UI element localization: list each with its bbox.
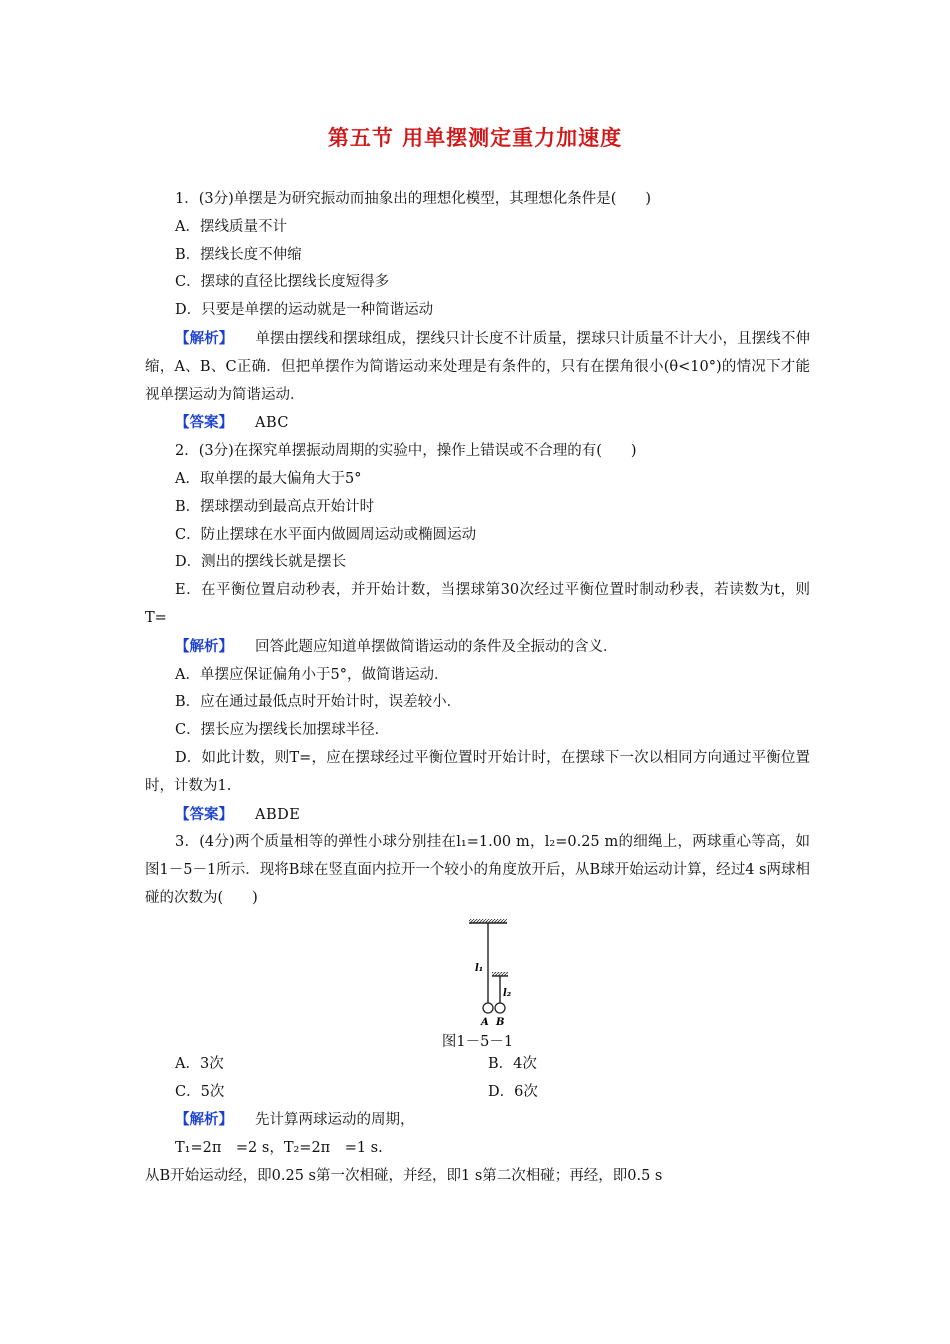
q2-explanation-b: B．应在通过最低点时开始计时，误差较小． [175, 694, 462, 711]
q2-analysis [145, 633, 810, 662]
answer-tag: 【答案】 [175, 414, 233, 432]
q2-option-b: B．摆球摆动到最高点开始计时 [175, 498, 375, 515]
q1-analysis [145, 325, 810, 409]
q1-option-c: C．摆球的直径比摆线长度短得多 [175, 274, 390, 291]
q2-answer [145, 801, 810, 830]
label-a: A [481, 1016, 489, 1028]
analysis-tag: 【解析】 [175, 1111, 233, 1129]
ball-b [495, 1003, 505, 1013]
q2-answer-text: ABDE [255, 806, 301, 823]
label-l2: l₂ [503, 987, 512, 999]
q3-option-a: A．3次 [175, 1055, 224, 1072]
q1-answer-text: ABC [255, 415, 289, 432]
q3-analysis-text: 先计算两球运动的周期， [255, 1112, 415, 1129]
q3-options-row-2 [145, 1079, 810, 1107]
q3-option-d: D．6次 [488, 1083, 538, 1100]
label-l1: l₁ [475, 962, 484, 974]
analysis-tag: 【解析】 [175, 329, 234, 347]
q2-stem: 2．(3分)在探究单摆振动周期的实验中，操作上错误或不合理的有( ) [175, 443, 637, 460]
q3-formula: T₁=2π =2 s，T₂=2π =1 s. [175, 1140, 383, 1157]
q2-explanation-c: C．摆长应为摆线长加摆球半径． [175, 722, 390, 739]
q1-option-a: A．摆线质量不计 [175, 218, 287, 235]
q2-analysis-text: 回答此题应知道单摆做简谐运动的条件及全振动的含义． [255, 638, 618, 655]
analysis-tag: 【解析】 [175, 637, 233, 655]
q3-continuation: 从B开始运动经，即0.25 s第一次相碰，并经，即1 s第二次相碰；再经，即0.5 s [145, 1167, 663, 1184]
answer-tag: 【答案】 [175, 805, 233, 823]
q3-option-b: B．4次 [488, 1055, 537, 1072]
q2-explanation-d: D．如此计数，则T=，应在摆球经过平衡位置时开始计时，在摆球下一次以相同方向通过平衡位置时，计数为1. [145, 749, 810, 794]
figure-caption: 图1－5－1 [441, 1033, 514, 1050]
q2-option-d: D．测出的摆线长就是摆长 [175, 554, 347, 571]
pendulum-figure [145, 913, 810, 1051]
ball-a [483, 1003, 493, 1013]
q1-option-d: D．只要是单摆的运动就是一种简谐运动 [175, 302, 434, 319]
q1-analysis-text: 单摆由摆线和摆球组成，摆线只计长度不计质量，摆球只计质量不计大小，且摆线不伸缩，A、B、C正确．但把单摆作为简谐运动来处理是有条件的，只有在摆角很小(θ<10°)的情况下才能视单摆运动为简谐运动． [145, 330, 810, 403]
q1-answer [145, 409, 810, 438]
document-body [145, 186, 810, 1191]
q3-analysis [145, 1106, 810, 1135]
q2-option-c: C．防止摆球在水平面内做圆周运动或椭圆运动 [175, 526, 477, 543]
q2-option-e: E．在平衡位置启动秒表，并开始计数，当摆球第30次经过平衡位置时制动秒表，若读数为t，则T= [145, 582, 810, 626]
q3-stem: 3．(4分)两个质量相等的弹性小球分别挂在l₁=1.00 m，l₂=0.25 m的细绳上，两球重心等高，如图1－5－1所示．现将B球在竖直面内拉开一个较小的角度放开后，从B球开始运动计算，经过4 s两球相碰的次数为( ) [145, 834, 810, 906]
page-title: 第五节 用单摆测定重力加速度 [327, 125, 623, 150]
label-b: B [496, 1016, 505, 1028]
q2-explanation-a: A．单摆应保证偏角小于5°，做简谐运动． [175, 666, 449, 683]
q1-option-b: B．摆线长度不伸缩 [175, 246, 302, 263]
q2-option-a: A．取单摆的最大偏角大于5° [175, 470, 362, 487]
pendulum-diagram [461, 917, 521, 1029]
q1-stem: 1．(3分)单摆是为研究振动而抽象出的理想化模型，其理想化条件是( ) [175, 191, 652, 207]
q3-option-c: C．5次 [175, 1083, 225, 1100]
